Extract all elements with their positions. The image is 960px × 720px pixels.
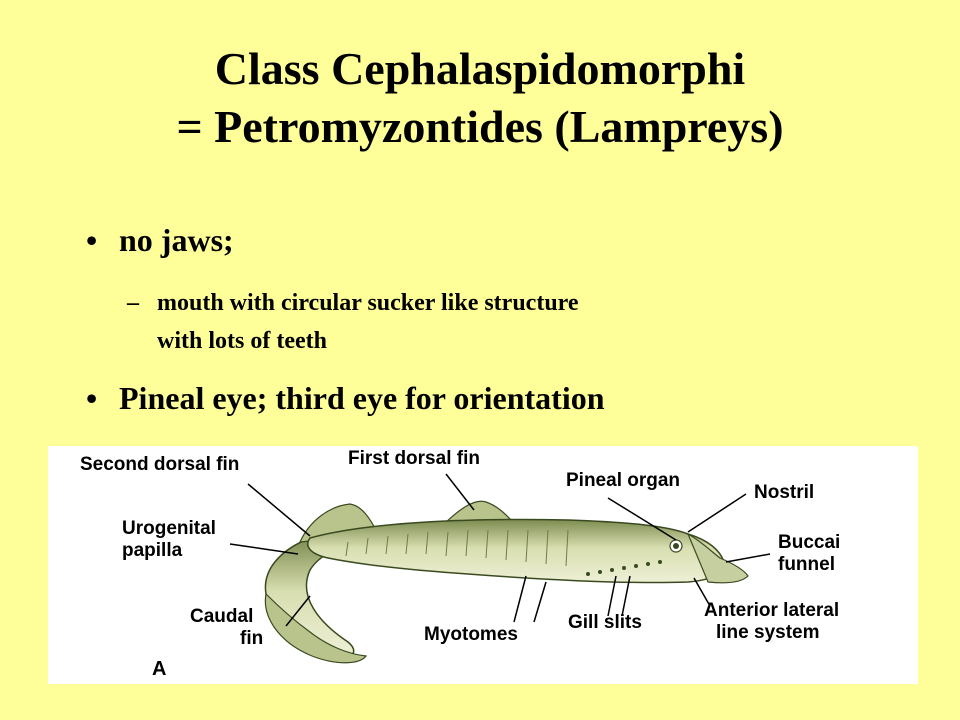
label-nostril: Nostril xyxy=(754,482,815,503)
title-line-1: Class Cephalaspidomorphi xyxy=(214,43,746,94)
label-second-dorsal-fin: Second dorsal fin xyxy=(80,454,240,475)
slide-title xyxy=(0,40,960,156)
lamprey-body xyxy=(308,520,724,583)
bullet-text: Pineal eye; third eye for orientation xyxy=(119,380,605,416)
title-line-2: = Petromyzontides (Lampreys) xyxy=(176,101,784,152)
label-anterior-lateral-line: Anterior lateral line system xyxy=(704,600,840,643)
label-urogenital-papilla: Urogenital papilla xyxy=(122,518,216,561)
lamprey-figure xyxy=(48,446,918,684)
label-caudal-fin: Caudal fin xyxy=(190,606,264,649)
sub-bullet-line-2: with lots of teeth xyxy=(157,328,327,354)
sub-bullet-marker: – xyxy=(127,290,139,316)
label-buccal-funnel: Buccai funnel xyxy=(778,532,841,575)
label-gill-slits: Gill slits xyxy=(568,612,642,633)
label-panel-letter: A xyxy=(152,658,167,680)
bullet-marker: • xyxy=(86,380,98,416)
bullet-marker: • xyxy=(86,222,98,258)
bullet-text: no jaws; xyxy=(119,222,234,258)
label-myotomes: Myotomes xyxy=(424,624,518,645)
label-pineal-organ: Pineal organ xyxy=(566,470,681,491)
label-first-dorsal-fin: First dorsal fin xyxy=(348,448,480,469)
sub-bullet-line-1: mouth with circular sucker like structure xyxy=(157,290,579,316)
